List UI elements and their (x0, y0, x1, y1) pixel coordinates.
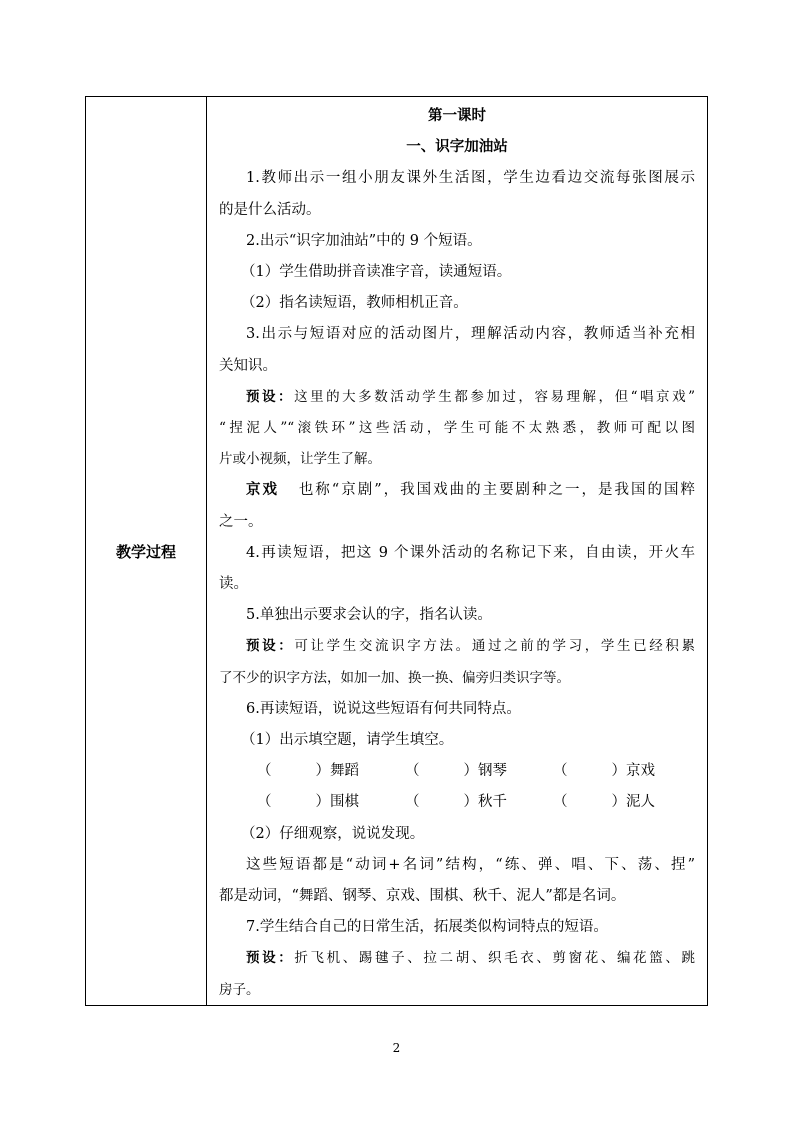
page-number: 2 (392, 1041, 401, 1055)
blank-word: ）钢琴 (463, 763, 507, 780)
step3-line1: 3.出示与短语对应的活动图片，理解活动内容，教师适当补充相 (246, 326, 695, 343)
section-heading: 一、识字加油站 (406, 139, 508, 156)
label-cell (86, 97, 207, 1005)
preset3-text: 折飞机、踢毽子、拉二胡、织毛衣、剪窗花、编花篮、跳 (294, 950, 696, 967)
step2: 2.出示“识字加油站”中的 9 个短语。 (246, 232, 482, 249)
lesson-table (85, 96, 708, 1006)
jingxi-term: 京戏 (246, 482, 279, 499)
preset3-line1 (219, 943, 695, 974)
step1-line2: 的是什么活动。 (219, 201, 321, 218)
step2-sub2: （2）指名读短语，教师相机正音。 (241, 295, 468, 312)
teaching-process-label: 教学过程 (115, 543, 176, 561)
blank-word: ）围棋 (315, 794, 359, 811)
step6-sub2: （2）仔细观察，说说发现。 (241, 825, 425, 842)
step1-line1: 1.教师出示一组小朋友课外生活图，学生边看边交流每张图展示 (246, 170, 695, 187)
blank-word: ）京戏 (611, 763, 655, 780)
preset1-line1 (219, 382, 695, 413)
blank-word: ）舞蹈 (315, 763, 359, 780)
jingxi-note-line1 (219, 475, 695, 506)
blank-open: （ (553, 763, 568, 780)
preset3-line2: 房子。 (219, 981, 260, 998)
step5: 5.单独出示要求会认的字，指名认读。 (246, 607, 492, 624)
content-cell (207, 97, 707, 1005)
step6-finding-line2: 都是动词，“舞蹈、钢琴、京戏、围棋、秋千、泥人”都是名词。 (219, 888, 626, 905)
preset-label: 预设： (246, 950, 295, 967)
blank-word: ）秋千 (463, 794, 507, 811)
blank-open: （ (405, 794, 420, 811)
step6-sub1: （1）出示填空题，请学生填空。 (241, 732, 454, 749)
preset2-text: 可让学生交流识字方法。通过之前的学习，学生已经积累 (294, 638, 696, 655)
preset1-line3: 片或小视频，让学生了解。 (219, 451, 381, 468)
blank-open: （ (405, 763, 420, 780)
step6-finding-line1: 这些短语都是“动词+名词”结构，“练、弹、唱、下、荡、捏” (246, 856, 695, 873)
fill-blank-row-1 (219, 756, 695, 787)
step4-line1: 4.再读短语，把这 9 个课外活动的名称记下来，自由读，开火车 (246, 544, 695, 561)
blank-open: （ (257, 794, 272, 811)
preset2-line2: 了不少的识字方法，如加一加、换一换、偏旁归类识字等。 (219, 669, 570, 686)
preset-label: 预设： (246, 638, 295, 655)
step6: 6.再读短语，说说这些短语有何共同特点。 (246, 700, 521, 717)
blank-open: （ (257, 763, 272, 780)
step2-sub1: （1）学生借助拼音读准字音，读通短语。 (241, 264, 512, 281)
preset1-text: 这里的大多数活动学生都参加过，容易理解，但“唱京戏” (294, 388, 695, 405)
jingxi-note-line2: 之一。 (219, 513, 263, 530)
blank-word: ）泥人 (611, 794, 655, 811)
jingxi-text: 也称“京剧”，我国戏曲的主要剧种之一，是我国的国粹 (298, 482, 696, 499)
lesson-title: 第一课时 (428, 108, 486, 124)
preset2-line1 (219, 631, 695, 662)
preset1-line2: “捏泥人”“滚铁环”这些活动，学生可能不太熟悉，教师可配以图 (219, 420, 695, 437)
blank-open: （ (553, 794, 568, 811)
fill-blank-row-2 (219, 787, 695, 818)
step4-line2: 读。 (219, 576, 248, 593)
step3-line2: 关知识。 (219, 357, 277, 374)
step7: 7.学生结合自己的日常生活，拓展类似构词特点的短语。 (246, 919, 608, 936)
preset-label: 预设： (246, 388, 295, 405)
